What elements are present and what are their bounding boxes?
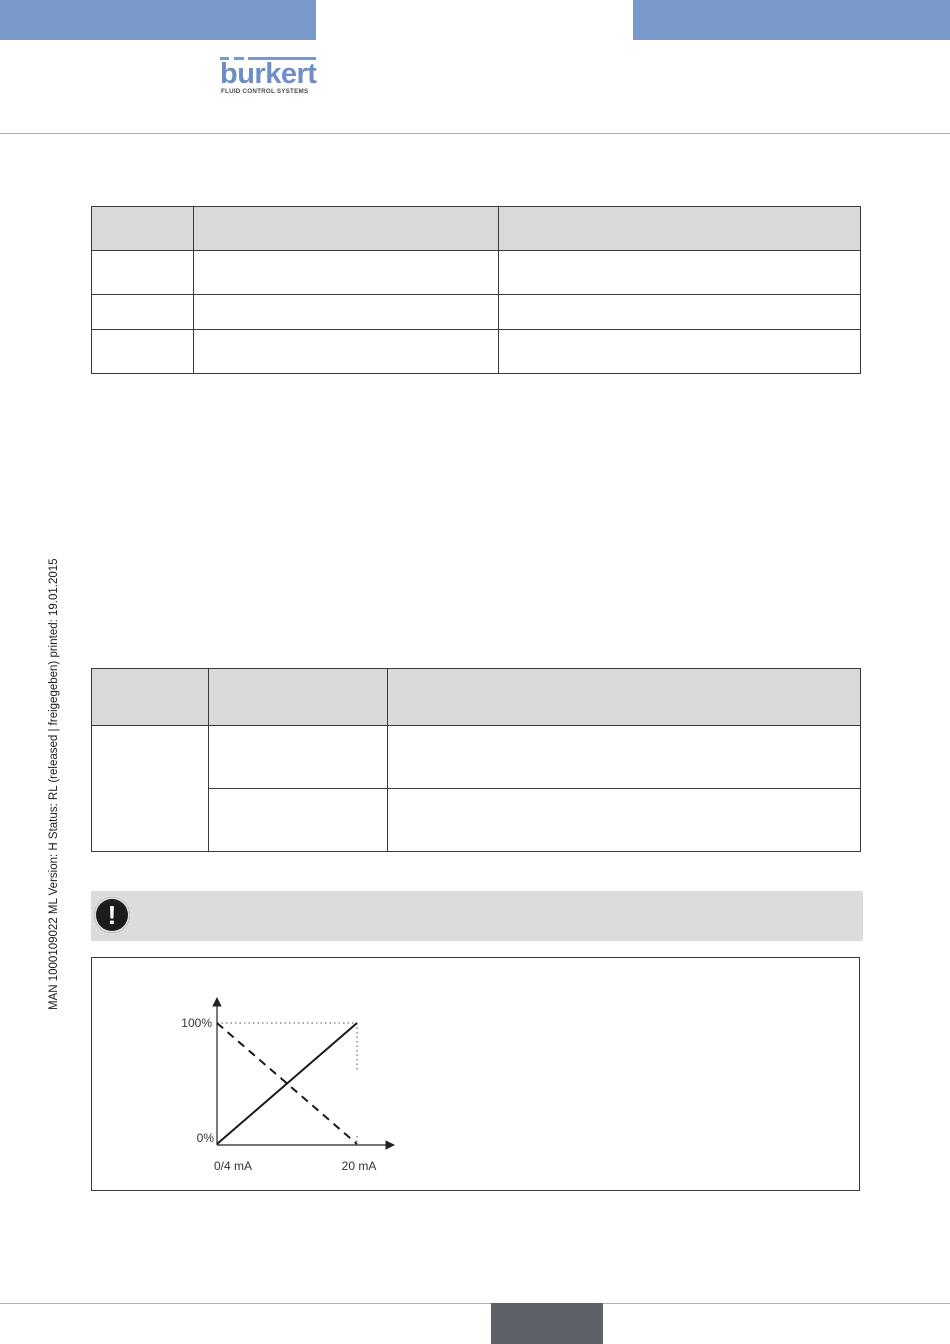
table-header-cell (388, 669, 861, 726)
table-cell (92, 330, 194, 374)
table-cell (499, 330, 861, 374)
table-cell (92, 726, 209, 852)
table-row (92, 251, 861, 295)
table-header-cell (209, 669, 388, 726)
table-cell (499, 295, 861, 330)
exclamation-icon: ! (94, 897, 130, 933)
table-header-cell (194, 207, 499, 251)
table-cell (92, 251, 194, 295)
table-cell (194, 295, 499, 330)
table-2 (91, 668, 861, 852)
table-cell (388, 789, 861, 852)
table-row (92, 330, 861, 374)
logo-tagline: FLUID CONTROL SYSTEMS (221, 88, 309, 95)
logo-wordmark: burkert (220, 58, 317, 90)
header-band-right (633, 0, 950, 40)
table-row (92, 295, 861, 330)
signal-chart (92, 958, 859, 1190)
table-cell (194, 251, 499, 295)
table-header-cell (499, 207, 861, 251)
table-header-row (92, 669, 861, 726)
footer-divider (0, 1303, 950, 1304)
table-header-cell (92, 669, 209, 726)
table-header-cell (92, 207, 194, 251)
table-1 (91, 206, 861, 374)
table-cell (194, 330, 499, 374)
page-number-tab (491, 1303, 603, 1344)
chart-panel (91, 957, 860, 1191)
table-cell (388, 726, 861, 789)
note-banner (91, 891, 863, 941)
table-row (92, 726, 861, 789)
x-tick-label-start: 0/4 mA (214, 1159, 253, 1173)
header-band-left (0, 0, 316, 40)
x-tick-label-end: 20 mA (341, 1159, 377, 1173)
y-tick-label-100: 100% (181, 1016, 212, 1030)
document-status-line: MAN 1000109022 ML Version: H Status: RL (released | freigegeben) printed: 19.01.2015 (48, 558, 60, 1010)
table-cell (92, 295, 194, 330)
y-tick-label-0: 0% (196, 1131, 214, 1145)
header-divider (0, 133, 950, 134)
table-cell (209, 726, 388, 789)
table-cell (499, 251, 861, 295)
table-header-row (92, 207, 861, 251)
table-cell (209, 789, 388, 852)
